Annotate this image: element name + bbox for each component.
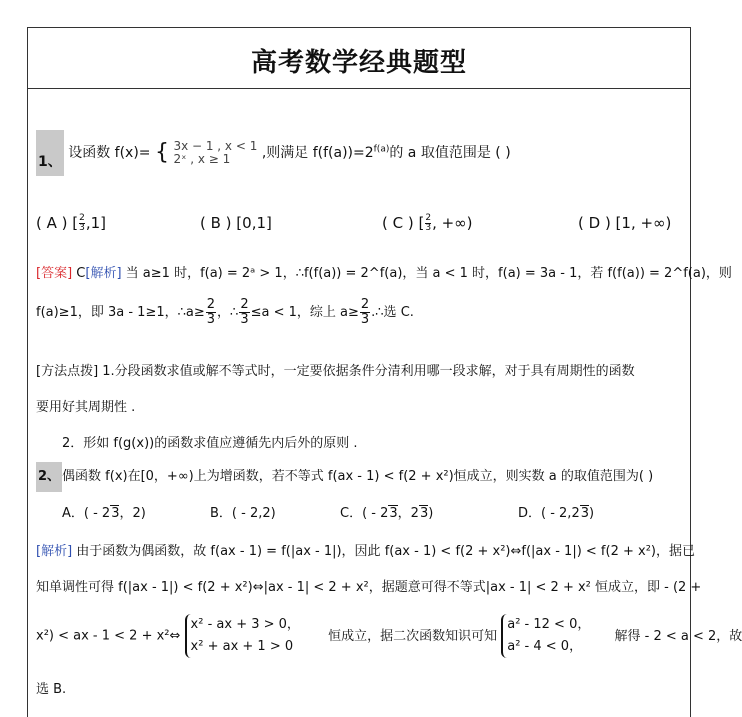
- q1-option-c-frac: $\frac{2}{3}$: [425, 213, 432, 233]
- q2-option-d: D．( - 2,23): [518, 506, 595, 521]
- q2-system-1: [185, 614, 300, 658]
- q1-option-a-label: ( A ) [: [36, 214, 79, 232]
- q2-option-c: C．( - 23，23): [340, 506, 434, 521]
- q2-option-c-sqrt2: 3: [419, 506, 429, 521]
- q1-analysis2-mid: ，∴: [217, 305, 239, 320]
- q1-answer-letter: C: [76, 266, 86, 281]
- q1-method-line3: 2．形如 f(g(x))的函数求值应遵循先内后外的原则 .: [62, 436, 358, 451]
- q2-analysis-line2: 知单调性可得 f(|ax - 1|) < f(2 + x²)⇔|ax - 1| < 2 + x²，据题意可得不等式|ax - 1| < 2 + x² 恒成立，即 - (2 +: [36, 580, 702, 595]
- q2-line3-pre: x²) < ax - 1 < 2 + x²⇔: [36, 628, 181, 644]
- q1-option-a: [36, 214, 106, 233]
- q1-brace: {: [154, 140, 169, 165]
- q2-option-b: B．( - 2,2): [210, 506, 276, 521]
- q1-option-c: [382, 214, 473, 233]
- page-title: 高考数学经典题型: [250, 48, 467, 78]
- q1-option-d: [578, 214, 671, 232]
- q1-analysis-tag: [解析]: [85, 266, 122, 281]
- q2-analysis-text1: 由于函数为偶函数，故 f(ax - 1) = f(|ax - 1|)，因此 f(ax - 1) < f(2 + x²)⇔f(|ax - 1|) < f(2 + x²)，据已: [76, 544, 695, 559]
- q1-option-d-label: ( D ) [1, +∞): [578, 214, 672, 232]
- q1-option-c-label: ( C ) [: [382, 214, 425, 232]
- q2-analysis-line1: [36, 540, 695, 559]
- q1-option-b: [200, 214, 272, 232]
- q2-option-a-sqrt: 3: [111, 506, 120, 521]
- q1-method-line2: 要用好其周期性 .: [36, 400, 136, 415]
- q1-analysis2-mid2: ≤a < 1，综上 a≥: [250, 305, 359, 320]
- q1-option-c-tail: , +∞): [432, 214, 473, 232]
- q1-method-line1: [方法点拨] 1.分段函数求值或解不等式时，一定要依据条件分清利用哪一段求解，对于具有周期性的函数: [36, 364, 635, 379]
- q1-stem: [36, 130, 511, 176]
- q1-analysis-line1: [36, 262, 732, 281]
- q1-frac-2: $\frac{2}{3}$: [240, 297, 249, 327]
- q1-option-b-label: ( B ) [0,1]: [200, 214, 272, 232]
- q1-pieces: [173, 140, 257, 166]
- q1-piece2: 2ˣ , x ≥ 1: [173, 152, 231, 166]
- q1-answer-tag: [答案]: [36, 266, 73, 281]
- q2-line3-mid: 恒成立，据二次函数知识可知: [328, 628, 498, 644]
- q1-piece1: 3x − 1 , x < 1: [173, 139, 258, 153]
- q2-sys2-a: a² - 12 < 0，: [507, 617, 591, 632]
- q2-stem: [36, 462, 653, 492]
- q2-sys2-b: a² - 4 < 0，: [507, 639, 583, 654]
- q2-stem-text: 偶函数 f(x)在[0，+∞)上为增函数，若不等式 f(ax - 1) < f(2 + x²)恒成立，则实数 a 的取值范围为( ): [62, 469, 654, 484]
- q1-analysis2-pre: f(a)≥1，即 3a - 1≥1，∴a≥: [36, 305, 205, 320]
- q1-piecewise: [155, 140, 257, 166]
- q1-option-a-tail: ,1]: [85, 214, 107, 232]
- q1-stem-post: ,则满足 f(f(a))=2: [261, 145, 374, 161]
- title-row: [28, 28, 690, 89]
- q1-stem-sup: f(a): [373, 144, 390, 155]
- q1-analysis2-end: .∴选 C.: [371, 305, 414, 320]
- q2-analysis-line3: [36, 614, 742, 658]
- q2-analysis-line4: 选 B.: [36, 682, 67, 697]
- q2-system-2: [501, 614, 590, 658]
- q2-option-c-sqrt1: 3: [389, 506, 398, 521]
- q2-line3-end: 解得 - 2 < a < 2，故: [614, 628, 742, 644]
- q1-analysis-text1: 当 a≥1 时，f(a) = 2ᵃ > 1，∴f(f(a)) = 2^f(a)，当 a < 1 时，f(a) = 3a - 1，若 f(f(a)) = 2^f(a)，则: [125, 266, 732, 281]
- q1-stem-pre: 设函数 f(x)=: [68, 145, 151, 161]
- q2-option-a: A．( - 23，2): [62, 506, 146, 521]
- q2-option-d-sqrt: 3: [580, 506, 589, 521]
- q2-sys1-b: x² + ax + 1 > 0: [190, 639, 294, 654]
- q1-frac-1: $\frac{2}{3}$: [206, 297, 216, 327]
- q1-frac-3: $\frac{2}{3}$: [360, 297, 370, 327]
- q2-sys1-a: x² - ax + 3 > 0，: [190, 617, 300, 632]
- q2-analysis-tag: [解析]: [36, 544, 73, 559]
- q2-number: 2、: [36, 462, 62, 492]
- q1-option-a-frac: $\frac{2}{3}$: [79, 213, 85, 233]
- q1-analysis-line2: [36, 298, 414, 327]
- q1-number: 1、: [36, 130, 64, 176]
- q1-stem-end: 的 a 取值范围是 ( ): [389, 145, 511, 161]
